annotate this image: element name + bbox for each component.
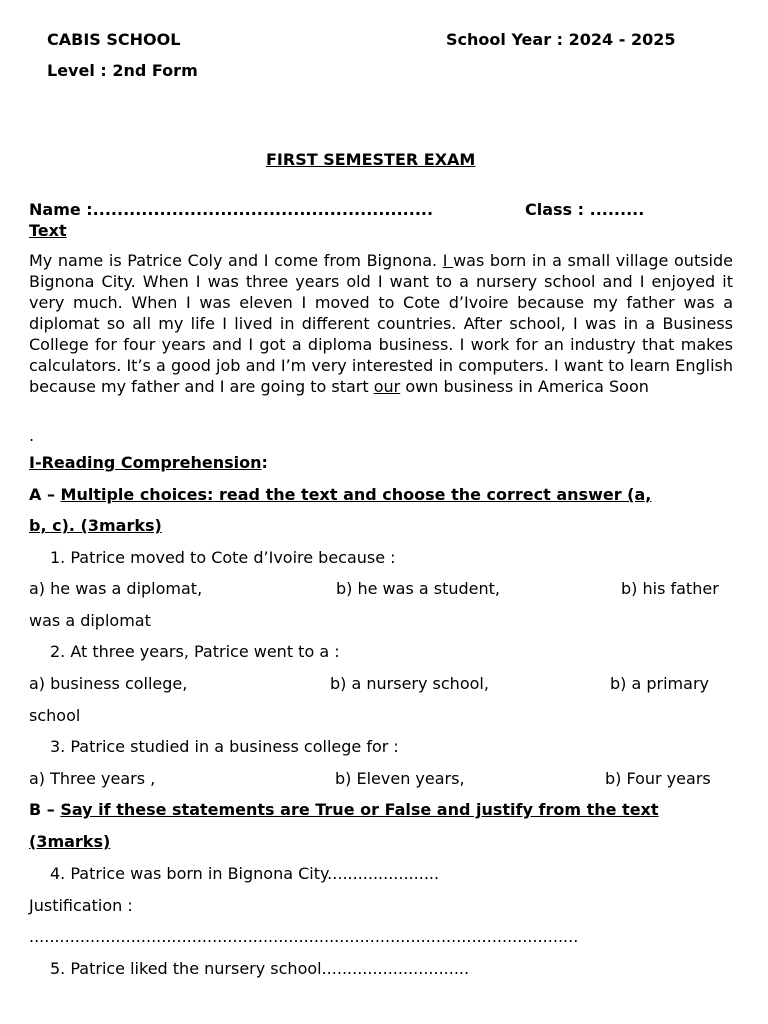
part-a-line1: Multiple choices: read the text and choose the correct answer (a,	[60, 485, 652, 504]
q3-option-c: b) Four years	[605, 769, 711, 788]
part-b-prefix: B –	[29, 800, 61, 819]
q2-option-c-cont: school	[29, 706, 81, 725]
question-1: 1. Patrice moved to Cote d’Ivoire because :	[50, 548, 396, 567]
section-title-text: I-Reading Comprehension	[29, 453, 262, 472]
justification-label: Justification :	[29, 896, 133, 915]
q3-option-a: a) Three years ,	[29, 769, 156, 788]
class-field-label: Class : .........	[525, 200, 645, 219]
school-year: School Year : 2024 - 2025	[446, 30, 676, 49]
q2-option-a: a) business college,	[29, 674, 188, 693]
passage-part1: My name is Patrice Coly and I come from Bignona.	[29, 251, 443, 270]
exam-title: FIRST SEMESTER EXAM	[266, 150, 476, 169]
statement-4: 4. Patrice was born in Bignona City......................	[50, 864, 440, 883]
part-b-instruction	[29, 800, 659, 819]
section-title-colon: :	[261, 453, 268, 472]
name-field-label: Name :........................................................	[29, 200, 434, 219]
q2-option-c: b) a primary	[610, 674, 709, 693]
q2-option-b: b) a nursery school,	[330, 674, 489, 693]
statement-5: 5. Patrice liked the nursery school.............................	[50, 959, 470, 978]
q1-option-a: a) he was a diplomat,	[29, 579, 203, 598]
part-a-line2: b, c). (3marks)	[29, 516, 162, 535]
reading-passage	[29, 250, 733, 397]
justification-dotted-line: ............................................................................................................	[29, 927, 579, 946]
q1-option-b: b) he was a student,	[336, 579, 501, 598]
part-b-line1: Say if these statements are True or False and justify from the text	[60, 800, 659, 819]
school-name: CABIS SCHOOL	[47, 30, 181, 49]
level: Level : 2nd Form	[47, 61, 198, 80]
q1-option-c-cont: was a diplomat	[29, 611, 151, 630]
question-3: 3. Patrice studied in a business college for :	[50, 737, 399, 756]
passage-part2: was born in a small village outside Bignona City. When I was three years old I want to a nursery school and I enjoyed it very much. When I was eleven I moved to Cote d’Ivoire because my father was a diplomat so all my life I lived in different countries. After school, I was in a Business College for four years and I got a diploma business. I work for an industry that makes calculators. It’s a good job and I’m very interested in computers. I want to learn English because my father and I are going to start	[29, 251, 733, 396]
text-heading: Text	[29, 221, 67, 240]
question-2: 2. At three years, Patrice went to a :	[50, 642, 340, 661]
section-title	[29, 453, 268, 472]
part-a-prefix: A –	[29, 485, 61, 504]
part-a-instruction	[29, 485, 651, 504]
q3-option-b: b) Eleven years,	[335, 769, 465, 788]
passage-dot: .	[29, 426, 35, 445]
passage-underlined-i: I	[442, 251, 454, 270]
q1-option-c: b) his father	[621, 579, 719, 598]
passage-part3: own business in America Soon	[400, 377, 649, 396]
part-b-line2: (3marks)	[29, 832, 111, 851]
passage-underlined-our: our	[373, 377, 401, 396]
